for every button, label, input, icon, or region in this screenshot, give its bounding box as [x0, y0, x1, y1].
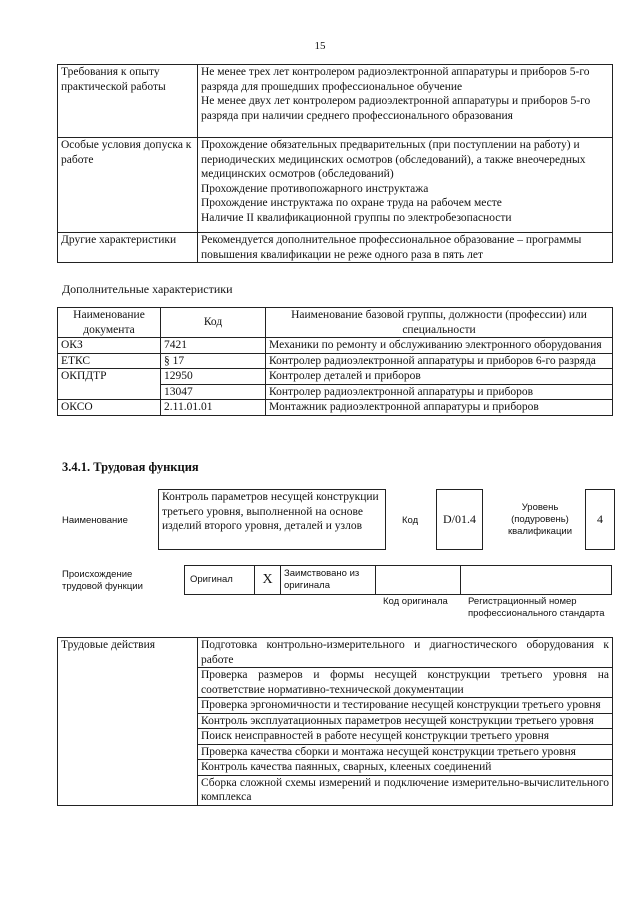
- list-item: Проверка размеров и формы несущей конструкции третьего уровня на соответствие нормативно-технической документации: [198, 668, 613, 698]
- table-header-row: [58, 308, 613, 338]
- original-label: Оригинал: [185, 566, 255, 594]
- list-item: Прохождение инструктажа по охране труда на рабочем месте: [201, 197, 502, 209]
- code-original-cell: [376, 566, 461, 594]
- cell-name: Механики по ремонту и обслуживанию электронного оборудования: [266, 338, 613, 354]
- page-number: 15: [314, 40, 326, 52]
- row-content: [198, 138, 613, 233]
- original-mark: X: [255, 566, 281, 594]
- list-item: Проверка эргономичности и тестирование несущей конструкции третьего уровня: [198, 698, 613, 714]
- labor-actions-label: Трудовые действия: [58, 638, 198, 806]
- labor-actions-table: [57, 637, 613, 806]
- cell-code: § 17: [161, 353, 266, 369]
- function-code: D/01.4: [436, 489, 483, 550]
- cell-code: 12950: [161, 369, 266, 385]
- row-content: [198, 233, 613, 263]
- list-item: Рекомендуется дополнительное профессиональное образование – программы повышения квалификации не реже одного раза в пять лет: [201, 234, 582, 261]
- level-label: Уровень (подуровень) квалификации: [507, 502, 573, 537]
- row-label: Особые условия допуска к работе: [58, 138, 198, 233]
- table-row: [58, 338, 613, 354]
- function-level: 4: [585, 489, 615, 550]
- code-original-label: Код оригинала: [383, 596, 448, 607]
- cell-doc: ОКЗ: [58, 338, 161, 354]
- header-doc: Наименование документа: [58, 308, 161, 338]
- reg-number-cell: [461, 566, 611, 594]
- table-row: [58, 65, 613, 138]
- cell-name: Контролер радиоэлектронной аппаратуры и приборов 6-го разряда: [266, 353, 613, 369]
- origin-row: [184, 565, 612, 595]
- name-label: Наименование: [62, 515, 128, 526]
- row-label: Требования к опыту практической работы: [58, 65, 198, 138]
- cell-doc: ЕТКС: [58, 353, 161, 369]
- cell-doc: ОКСО: [58, 400, 161, 416]
- cell-name: Контролер радиоэлектронной аппаратуры и приборов: [266, 384, 613, 400]
- list-item: Проверка качества сборки и монтажа несущей конструкции третьего уровня: [198, 744, 613, 760]
- row-label: Другие характеристики: [58, 233, 198, 263]
- list-item: Контроль качества паянных, сварных, клееных соединений: [198, 760, 613, 776]
- list-item: Наличие II квалификационной группы по электробезопасности: [201, 211, 512, 224]
- row-content: [198, 65, 613, 138]
- cell-name: Монтажник радиоэлектронной аппаратуры и приборов: [266, 400, 613, 416]
- header-name: Наименование базовой группы, должности (профессии) или специальности: [266, 308, 613, 338]
- code-label: Код: [402, 515, 419, 526]
- header-code: Код: [161, 308, 266, 338]
- table-row: [58, 400, 613, 416]
- table-row: [58, 369, 613, 385]
- reg-number-label: Регистрационный номер профессионального стандарта: [468, 596, 605, 619]
- function-heading: 3.4.1. Трудовая функция: [62, 460, 199, 474]
- list-item: Прохождение обязательных предварительных (при поступлении на работу) и периодических медицинских осмотров (обследований), а также внеочередных медицинских осмотров (обследований): [201, 139, 586, 180]
- cell-code: 13047: [161, 384, 266, 400]
- function-name: Контроль параметров несущей конструкции третьего уровня, выполненной на основе изделий второго уровня, деталей и узлов: [158, 489, 386, 550]
- origin-label: Происхождение трудовой функции: [62, 569, 143, 592]
- additional-characteristics-title: Дополнительные характеристики: [62, 282, 233, 296]
- list-item: Поиск неисправностей в работе несущей конструкции третьего уровня: [198, 729, 613, 745]
- borrowed-label: Заимствовано из оригинала: [281, 566, 376, 594]
- cell-code: 2.11.01.01: [161, 400, 266, 416]
- table-row: [58, 353, 613, 369]
- additional-table: [57, 307, 613, 416]
- list-item: Контроль эксплуатационных параметров несущей конструкции третьего уровня: [198, 713, 613, 729]
- table-row: [58, 233, 613, 263]
- list-item: Подготовка контрольно-измерительного и диагностического оборудования к работе: [198, 638, 613, 668]
- table-row: [58, 638, 613, 668]
- list-item: Сборка сложной схемы измерений и подключение измерительно-вычислительного комплекса: [198, 775, 613, 805]
- list-item: Прохождение противопожарного инструктажа: [201, 182, 429, 195]
- cell-name: Контролер деталей и приборов: [266, 369, 613, 385]
- cell-code: 7421: [161, 338, 266, 354]
- requirements-table: [57, 64, 613, 263]
- cell-doc: ОКПДТР: [58, 369, 161, 400]
- list-item: Не менее двух лет контролером радиоэлектронной аппаратуры и приборов 5-го разряда при наличии среднего профессионального образования: [201, 95, 591, 122]
- table-row: [58, 138, 613, 233]
- list-item: Не менее трех лет контролером радиоэлектронной аппаратуры и приборов 5-го разряда для прошедших профессиональное обучение: [201, 66, 590, 93]
